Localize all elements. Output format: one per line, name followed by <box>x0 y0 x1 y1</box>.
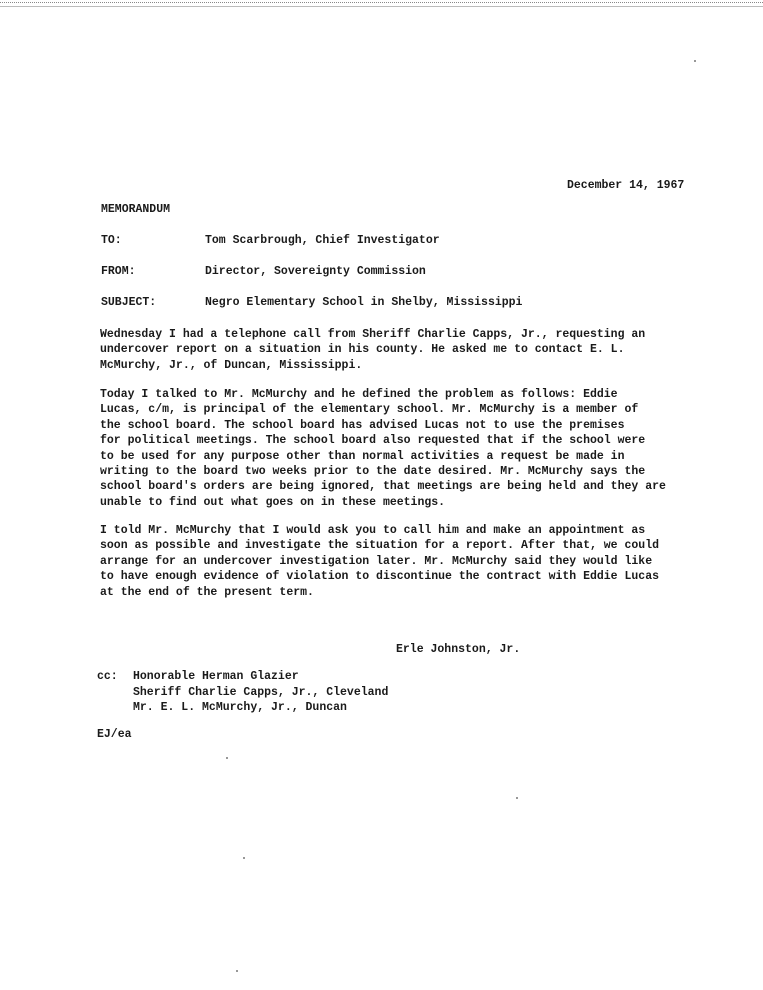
from-label: FROM: <box>101 265 136 278</box>
cc-recipient: Honorable Herman Glazier <box>133 670 299 683</box>
cc-recipient: Mr. E. L. McMurchy, Jr., Duncan <box>133 701 347 714</box>
subject-value: Negro Elementary School in Shelby, Mississippi <box>205 296 523 309</box>
cc-label: cc: <box>97 670 118 683</box>
scan-speck <box>226 757 228 759</box>
signature: Erle Johnston, Jr. <box>396 643 521 656</box>
body-paragraph-1: Wednesday I had a telephone call from Sheriff Charlie Capps, Jr., requesting an undercover report on a situation in his county. He asked me to contact E. L. McMurchy, Jr., of Duncan, Mississippi. <box>100 328 646 372</box>
memo-heading: MEMORANDUM <box>101 203 171 216</box>
cc-list <box>133 669 388 716</box>
top-edge-dotted-rule <box>0 2 763 3</box>
subject-label: SUBJECT: <box>101 296 157 309</box>
scan-speck <box>243 857 245 859</box>
to-label: TO: <box>101 234 122 247</box>
top-edge-rule <box>0 6 763 7</box>
typist-initials: EJ/ea <box>97 728 132 741</box>
memo-date: December 14, 1967 <box>567 179 685 192</box>
cc-recipient: Sheriff Charlie Capps, Jr., Cleveland <box>133 685 389 699</box>
from-value: Director, Sovereignty Commission <box>205 265 426 278</box>
scan-speck <box>236 970 238 972</box>
scan-speck <box>694 60 696 62</box>
scan-speck <box>516 797 518 799</box>
body-paragraph-3: I told Mr. McMurchy that I would ask you to call him and make an appointment as soon as possible and investigate the situation for a report. After that, we could arrange for an undercover investigation later. Mr. McMurchy said they would like to have enough evidence of violation to discontinue the contract with Eddie Lucas at the end of the present term. <box>100 524 659 599</box>
body-paragraph-2: Today I talked to Mr. McMurchy and he defined the problem as follows: Eddie Lucas, c/m, is principal of the elementary school. Mr. McMurchy is a member of the school board. The school board has advised Lucas not to use the premises for political meetings. The school board also requested that if the school were to be used for any purpose other than normal activities a request be made in writing to the board two weeks prior to the date desired. Mr. McMurchy says the school board's orders are being ignored, that meetings are being held and they are unable to find out what goes on in these meetings. <box>100 388 666 509</box>
to-value: Tom Scarbrough, Chief Investigator <box>205 234 440 247</box>
